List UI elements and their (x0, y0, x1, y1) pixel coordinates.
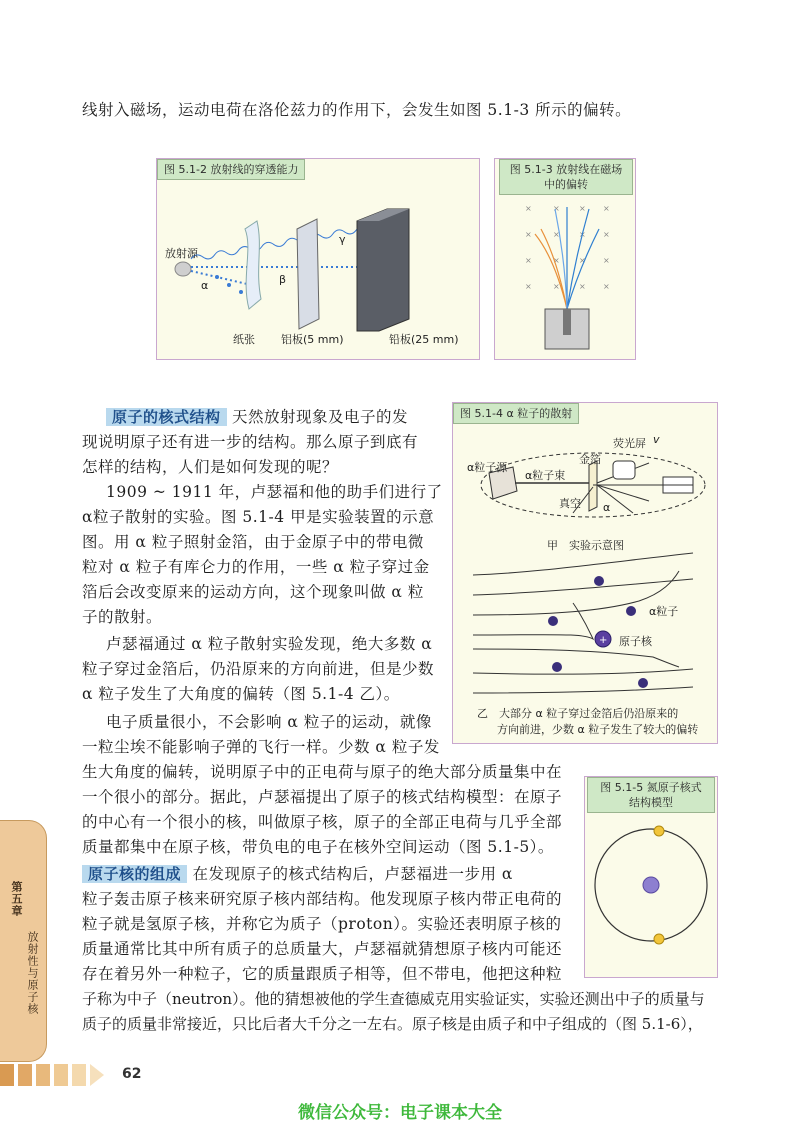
svg-text:×: × (525, 230, 532, 239)
svg-text:×: × (553, 230, 560, 239)
chapter-number: 第五章 (10, 881, 23, 917)
svg-text:×: × (525, 282, 532, 291)
source-icon (175, 262, 191, 276)
electron (548, 616, 558, 626)
svg-text:×: × (579, 256, 586, 265)
section1-text-17: 质量都集中在原子核，带负电的电子在核外空间运动（图 5.1-5）。 (82, 838, 554, 856)
label-beam: α粒子束 (525, 469, 566, 482)
label-v: v (653, 433, 660, 446)
svg-text:×: × (603, 282, 610, 291)
svg-text:×: × (579, 230, 586, 239)
section2-text-0: 在发现原子的核式结构后，卢瑟福进一步用 α (192, 865, 513, 883)
magnetic-deflection-diagram (495, 159, 635, 359)
svg-text:×: × (579, 282, 586, 291)
section1-text-7: 箔后会改变原来的运动方向，这个现象叫做 α 粒 (82, 583, 424, 601)
svg-text:×: × (525, 256, 532, 265)
section2-text-3: 质量通常比其中所有质子的总质量大，卢瑟福就猜想原子核内可能还 (82, 940, 563, 958)
section1-text-11: α 粒子发生了大角度的偏转（图 5.1-4 乙）。 (82, 685, 400, 703)
caption-jia: 甲 实验示意图 (547, 539, 624, 552)
svg-text:×: × (553, 204, 560, 213)
lead-label: 铅板(25 mm) (389, 333, 459, 346)
section1-text-6: 粒对 α 粒子有库仑力的作用，一些 α 粒子穿过金 (82, 558, 430, 576)
label-vacuum: 真空 (559, 497, 581, 510)
section2-text-6: 质子的质量非常接近，只比后者大千分之一左右。原子核是由质子和中子组成的（图 5.1-6）， (82, 1015, 703, 1033)
electron (594, 576, 604, 586)
figure-5-1-5 (584, 776, 718, 978)
paper-label: 纸张 (233, 333, 255, 346)
screen-microscope (613, 461, 635, 479)
section1-text-9: 卢瑟福通过 α 粒子散射实验发现，绝大多数 α (106, 635, 433, 653)
label-a: α (603, 501, 611, 514)
figure-5-1-5-title-line1: 图 5.1-5 氮原子核式 (600, 781, 702, 794)
figure-5-1-3-title-line1: 图 5.1-3 放射线在磁场 (509, 163, 623, 176)
section1-heading: 原子的核式结构 (106, 408, 227, 426)
electron (552, 662, 562, 672)
alpha-label: α (201, 279, 209, 292)
atom-model-diagram (585, 777, 717, 977)
label-foil: 金箔 (579, 453, 601, 466)
section1-text-2: 怎样的结构，人们是如何发现的呢？ (82, 458, 339, 476)
section1-text-4: α粒子散射的实验。图 5.1-4 甲是实验装置的示意 (82, 508, 435, 526)
source-label: 放射源 (165, 247, 198, 260)
gold-foil (589, 461, 597, 511)
figure-5-1-3-title-line2: 中的偏转 (544, 178, 588, 191)
electron (638, 678, 648, 688)
top-line: 线射入磁场，运动电荷在洛伦兹力的作用下，会发生如图 5.1-3 所示的偏转。 (82, 101, 632, 119)
aluminum-label: 铝板(5 mm) (281, 333, 344, 346)
page-stripe-decoration (0, 1060, 120, 1090)
page-number: 62 (122, 1066, 142, 1082)
section2-text-2: 粒子就是氢原子核，并称它为质子（proton）。实验还表明原子核的 (82, 915, 562, 933)
section1-text-16: 的中心有一个很小的核，叫做原子核，原子的全部正电荷与几乎全部 (82, 813, 563, 831)
aluminum-plate (297, 219, 319, 329)
svg-text:×: × (525, 204, 532, 213)
section2-heading: 原子核的组成 (82, 865, 187, 883)
svg-text:×: × (553, 282, 560, 291)
label-screen: 荧光屏 (613, 437, 646, 450)
electron (654, 934, 664, 944)
figure-5-1-3 (494, 158, 636, 360)
section2-line0 (82, 862, 513, 887)
section1-text-13: 一粒尘埃不能影响子弹的飞行一样。少数 α 粒子发 (82, 738, 440, 756)
svg-text:×: × (553, 256, 560, 265)
section2-text-1: 粒子轰击原子核来研究原子核内部结构。他发现原子核内带正电荷的 (82, 890, 563, 908)
label-nucleus: 原子核 (619, 635, 652, 648)
section1-text-5: 图。用 α 粒子照射金箔，由于金原子中的带电微 (82, 533, 424, 551)
svg-text:+: + (599, 635, 608, 646)
section1-text-8: 子的散射。 (82, 608, 163, 626)
section2-text-4: 存在着另外一种粒子，它的质量跟质子相等，但不带电，他把这种粒 (82, 965, 563, 983)
section1-text-3: 1909 ~ 1911 年，卢瑟福和他的助手们进行了 (106, 483, 443, 501)
figure-5-1-4 (452, 402, 718, 744)
figure-5-1-2 (156, 158, 480, 360)
label-alpha-particle: α粒子 (649, 605, 679, 618)
footer-watermark: 微信公众号：电子课本大全 (298, 1103, 502, 1123)
section1-text-1: 现说明原子还有进一步的结构。那么原子到底有 (82, 433, 419, 451)
svg-text:×: × (603, 230, 610, 239)
paper-sheet (245, 221, 261, 309)
nucleus-icon (643, 877, 659, 893)
section2-text-5: 子称为中子（neutron）。他的猜想被他的学生查德威克用实验证实，实验还测出中子的质量与 (82, 990, 705, 1008)
figure-5-1-4-title: 图 5.1-4 α 粒子的散射 (453, 403, 579, 424)
electron (654, 826, 664, 836)
section1-text-10: 粒子穿过金箔后，仍沿原来的方向前进，但是少数 (82, 660, 435, 678)
section1-text-14: 生大角度的偏转，说明原子中的正电荷与原子的绝大部分质量集中在 (82, 763, 563, 781)
label-source: α粒子源 (467, 461, 508, 474)
section1-text-15: 一个很小的部分。据此，卢瑟福提出了原子的核式结构模型：在原子 (82, 788, 563, 806)
figure-5-1-5-title-line2: 结构模型 (629, 796, 673, 809)
svg-text:×: × (579, 204, 586, 213)
caption-yi-1: 乙 大部分 α 粒子穿过金箔后仍沿原来的 (477, 707, 679, 720)
gamma-label: γ (339, 233, 346, 246)
figure-5-1-2-title: 图 5.1-2 放射线的穿透能力 (157, 159, 305, 180)
section1-text-0: 天然放射现象及电子的发 (231, 408, 408, 426)
penetration-diagram (157, 159, 479, 359)
lead-plate (357, 209, 409, 331)
beta-label: β (279, 273, 287, 286)
caption-yi-2: 方向前进，少数 α 粒子发生了较大的偏转 (497, 723, 699, 736)
section1-text-12: 电子质量很小，不会影响 α 粒子的运动，就像 (106, 713, 432, 731)
svg-text:×: × (603, 204, 610, 213)
section1-line1 (106, 405, 408, 430)
chapter-title: 放射性与原子核 (26, 931, 39, 1015)
svg-text:×: × (603, 256, 610, 265)
electron (626, 606, 636, 616)
chapter-side-tab (0, 820, 47, 1062)
